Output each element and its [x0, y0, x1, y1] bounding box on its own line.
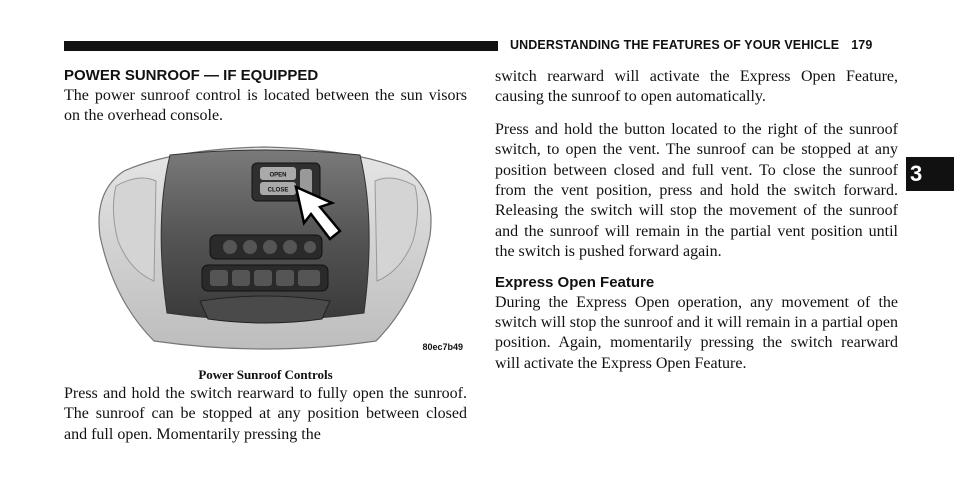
open-button-label: OPEN: [269, 172, 287, 179]
page-number: 179: [851, 38, 873, 52]
right-column: [495, 67, 898, 374]
header-title: UNDERSTANDING THE FEATURES OF YOUR VEHICLE: [510, 38, 840, 52]
section-tab: 3: [906, 157, 954, 191]
overhead-console-illustration: [64, 141, 467, 354]
section-heading: POWER SUNROOF — IF EQUIPPED: [64, 67, 319, 84]
running-header: [510, 38, 872, 52]
figure-code: 80ec7b49: [422, 341, 463, 352]
intro-paragraph: The power sunroof control is located between the sun visors on the overhead console.: [64, 87, 467, 125]
sunroof-controls-figure: [64, 141, 467, 354]
header-rule: [64, 41, 498, 51]
figure-caption: Power Sunroof Controls: [198, 366, 333, 382]
subheading-express-open: Express Open Feature: [495, 273, 655, 291]
close-button-label: CLOSE: [267, 187, 289, 194]
paragraph-express-open-cont: switch rearward will activate the Express Open Feature, causing the sunroof to open automatically.: [495, 68, 898, 106]
paragraph-express-open: During the Express Open operation, any movement of the switch will stop the sunroof and it will remain in a partial open position. Again, momentarily pressing the switch rearward will activate the Express Open Feature.: [495, 293, 898, 372]
paragraph-vent: Press and hold the button located to the right of the sunroof switch, to open the vent. The sunroof can be stopped at any position between closed and full vent. To close the sunroof from the vent position, press and hold the switch forward. Releasing the switch will stop the movement of the sunroof and the sunroof will remain in the partial vent position until the switch is pushed forward again.: [495, 120, 898, 261]
left-column: [64, 66, 467, 445]
paragraph-open: Press and hold the switch rearward to fully open the sunroof. The sunroof can be stopped at any position between closed and full open. Momentarily pressing the: [64, 384, 467, 443]
